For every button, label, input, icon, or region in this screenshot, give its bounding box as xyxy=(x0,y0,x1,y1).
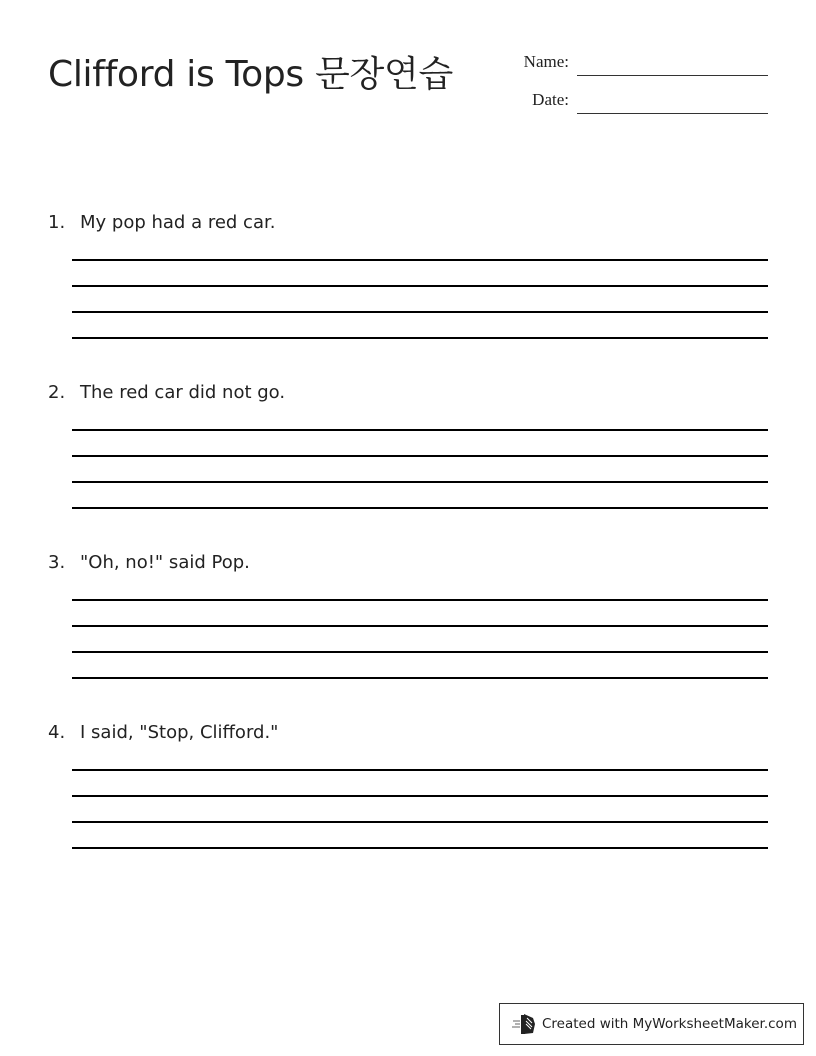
question-2 xyxy=(48,381,768,405)
question-prompt xyxy=(48,551,768,575)
question-1 xyxy=(48,211,768,235)
writing-line xyxy=(72,677,768,679)
question-number: 4. xyxy=(48,722,66,743)
writing-line xyxy=(72,259,768,261)
writing-line xyxy=(72,795,768,797)
question-sentence: The red car did not go. xyxy=(80,382,286,403)
writing-line xyxy=(72,429,768,431)
writing-line xyxy=(72,337,768,339)
writing-line xyxy=(72,311,768,313)
question-number: 1. xyxy=(48,212,66,233)
footer-credit-text: Created with MyWorksheetMaker.com xyxy=(542,1016,797,1032)
question-prompt xyxy=(48,721,768,745)
writing-line xyxy=(72,481,768,483)
question-prompt xyxy=(48,211,768,235)
question-3 xyxy=(48,551,768,575)
question-sentence: My pop had a red car. xyxy=(80,212,276,233)
writing-line xyxy=(72,769,768,771)
name-blank-line[interactable] xyxy=(577,75,768,76)
writing-line xyxy=(72,455,768,457)
writing-line xyxy=(72,821,768,823)
writing-line xyxy=(72,285,768,287)
question-prompt xyxy=(48,381,768,405)
question-sentence: I said, "Stop, Clifford." xyxy=(80,722,279,743)
question-4 xyxy=(48,721,768,745)
writing-line xyxy=(72,651,768,653)
date-label: Date: xyxy=(532,90,569,109)
name-label: Name: xyxy=(523,52,569,71)
date-field xyxy=(505,90,768,114)
writing-line xyxy=(72,599,768,601)
writing-line xyxy=(72,507,768,509)
writing-line xyxy=(72,847,768,849)
date-blank-line[interactable] xyxy=(577,113,768,114)
worksheet-title: Clifford is Tops 문장연습 xyxy=(48,54,453,95)
question-sentence: "Oh, no!" said Pop. xyxy=(80,552,250,573)
writing-line xyxy=(72,625,768,627)
worksheet-logo-icon xyxy=(512,1012,538,1036)
question-number: 2. xyxy=(48,382,66,403)
question-number: 3. xyxy=(48,552,66,573)
footer-credit[interactable] xyxy=(499,1003,804,1045)
name-field xyxy=(505,52,768,76)
